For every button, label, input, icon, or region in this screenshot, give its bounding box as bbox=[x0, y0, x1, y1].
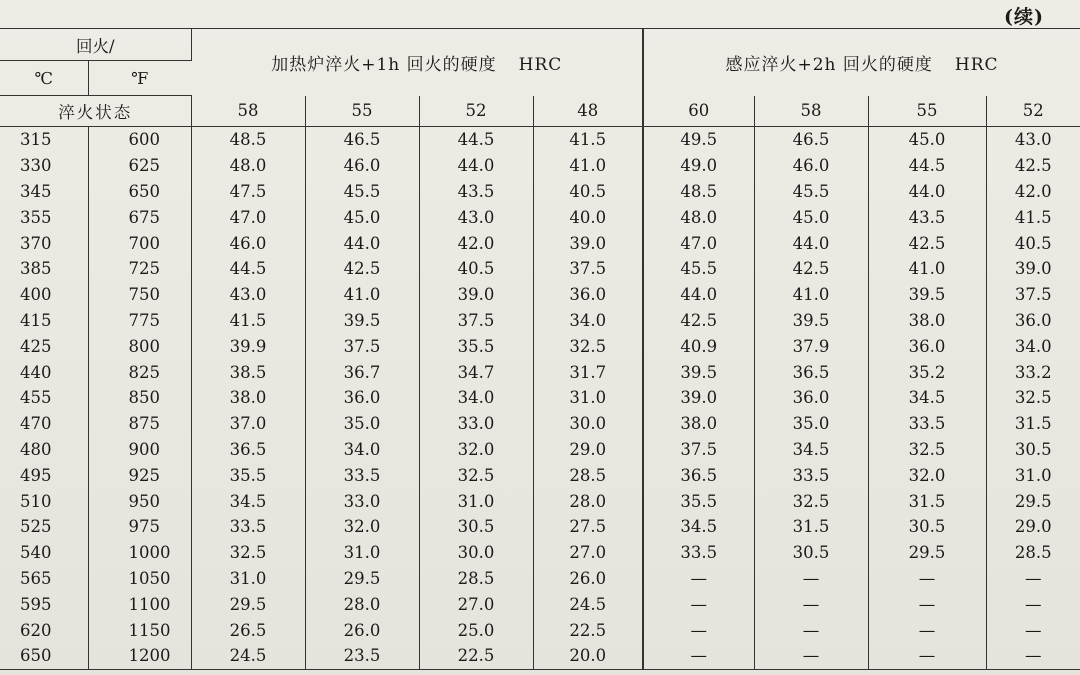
furnace-hardness-cell: 33.5 bbox=[305, 462, 419, 488]
furnace-hardness-cell: 36.5 bbox=[191, 437, 305, 463]
furnace-hardness-cell: 31.7 bbox=[533, 359, 643, 385]
furnace-hardness-cell: 37.0 bbox=[191, 411, 305, 437]
furnace-hardness-cell: 33.5 bbox=[191, 514, 305, 540]
quench-state-label: 淬火状态 bbox=[0, 96, 191, 127]
furnace-hardness-cell: 26.0 bbox=[533, 566, 643, 592]
furnace-hardness-cell: 39.0 bbox=[533, 230, 643, 256]
induction-group-title: 感应淬火+2h 回火的硬度 bbox=[725, 54, 933, 75]
induction-hardness-cell: 34.0 bbox=[1014, 336, 1052, 356]
furnace-hardness-cell: 32.5 bbox=[533, 333, 643, 359]
induction-hardness-cell: 48.0 bbox=[643, 204, 754, 230]
furnace-group-header bbox=[191, 29, 643, 96]
furnace-hardness-cell: 47.0 bbox=[191, 204, 305, 230]
furnace-hardness-cell: 34.7 bbox=[419, 359, 533, 385]
temp-fahrenheit-cell: 875 bbox=[88, 411, 191, 437]
induction-hardness-cell: 41.0 bbox=[754, 282, 868, 308]
furnace-hardness-cell: 47.5 bbox=[191, 179, 305, 205]
temp-fahrenheit-cell: 725 bbox=[88, 256, 191, 282]
table-row bbox=[0, 566, 1080, 592]
furnace-hardness-cell: 43.0 bbox=[419, 204, 533, 230]
furnace-hardness-cell: 44.0 bbox=[305, 230, 419, 256]
temp-fahrenheit-cell: 675 bbox=[88, 204, 191, 230]
furnace-hardness-cell: 30.0 bbox=[419, 540, 533, 566]
temp-fahrenheit-cell: 775 bbox=[88, 308, 191, 334]
unit-celsius: ℃ bbox=[0, 61, 88, 96]
temp-celsius-cell: 510 bbox=[0, 488, 88, 514]
induction-hardness-cell: 48.5 bbox=[643, 179, 754, 205]
induction-hardness-cell: — bbox=[868, 591, 986, 617]
induction-hardness-cell: 39.0 bbox=[643, 385, 754, 411]
temp-celsius-cell: 425 bbox=[0, 333, 88, 359]
hardness-table bbox=[0, 28, 1080, 670]
furnace-hardness-cell: 28.5 bbox=[533, 462, 643, 488]
furnace-hardness-cell: 23.5 bbox=[305, 643, 419, 669]
induction-hardness-cell: — bbox=[643, 591, 754, 617]
furnace-hardness-cell: 34.0 bbox=[305, 437, 419, 463]
induction-hardness-cell: 46.5 bbox=[754, 127, 868, 153]
table-row bbox=[0, 591, 1080, 617]
furnace-hardness-cell: 46.0 bbox=[305, 153, 419, 179]
furnace-hardness-cell: 28.0 bbox=[305, 591, 419, 617]
furnace-hardness-cell: 37.5 bbox=[533, 256, 643, 282]
temper-label: 回火/ bbox=[0, 29, 191, 61]
temp-celsius-cell: 330 bbox=[0, 153, 88, 179]
furnace-hardness-cell: 27.5 bbox=[533, 514, 643, 540]
table-row bbox=[0, 411, 1080, 437]
furnace-hardness-cell: 31.0 bbox=[191, 566, 305, 592]
induction-col-header: 52 bbox=[986, 96, 1080, 127]
induction-hardness-cell: 46.0 bbox=[754, 153, 868, 179]
induction-hardness-cell: 44.0 bbox=[868, 179, 986, 205]
temp-celsius-cell: 470 bbox=[0, 411, 88, 437]
induction-hardness-cell: 32.5 bbox=[868, 437, 986, 463]
furnace-hardness-cell: 41.0 bbox=[533, 153, 643, 179]
furnace-hardness-cell: 28.5 bbox=[419, 566, 533, 592]
induction-hardness-cell: 38.0 bbox=[868, 308, 986, 334]
temp-celsius-cell: 525 bbox=[0, 514, 88, 540]
furnace-hardness-cell: 43.5 bbox=[419, 179, 533, 205]
induction-hardness-cell: 32.0 bbox=[868, 462, 986, 488]
induction-hardness-cell: — bbox=[754, 591, 868, 617]
induction-hardness-cell: 39.0 bbox=[1014, 259, 1052, 279]
furnace-hardness-cell: 34.5 bbox=[191, 488, 305, 514]
furnace-hardness-cell: 32.0 bbox=[305, 514, 419, 540]
induction-hardness-cell: 30.5 bbox=[868, 514, 986, 540]
temp-fahrenheit-cell: 925 bbox=[88, 462, 191, 488]
induction-group-unit: HRC bbox=[954, 54, 999, 75]
furnace-hardness-cell: 43.0 bbox=[191, 282, 305, 308]
induction-hardness-cell: — bbox=[754, 643, 868, 669]
furnace-hardness-cell: 40.5 bbox=[419, 256, 533, 282]
furnace-hardness-cell: 28.0 bbox=[533, 488, 643, 514]
temp-celsius-cell: 355 bbox=[0, 204, 88, 230]
induction-hardness-cell: — bbox=[643, 643, 754, 669]
induction-hardness-cell: 30.5 bbox=[1014, 439, 1052, 459]
induction-hardness-cell: 37.5 bbox=[1014, 285, 1052, 305]
furnace-hardness-cell: 30.5 bbox=[419, 514, 533, 540]
temp-celsius-cell: 620 bbox=[0, 617, 88, 643]
induction-hardness-cell: 42.5 bbox=[754, 256, 868, 282]
furnace-group-title: 加热炉淬火+1h 回火的硬度 bbox=[271, 54, 497, 75]
furnace-hardness-cell: 34.0 bbox=[533, 308, 643, 334]
induction-hardness-cell: 34.5 bbox=[868, 385, 986, 411]
furnace-hardness-cell: 25.0 bbox=[419, 617, 533, 643]
furnace-hardness-cell: 45.0 bbox=[305, 204, 419, 230]
temp-celsius-cell: 345 bbox=[0, 179, 88, 205]
furnace-hardness-cell: 46.5 bbox=[305, 127, 419, 153]
table-row bbox=[0, 437, 1080, 463]
temp-fahrenheit-cell: 850 bbox=[88, 385, 191, 411]
furnace-col-header: 48 bbox=[533, 96, 643, 127]
temp-fahrenheit-cell: 700 bbox=[88, 230, 191, 256]
induction-hardness-cell: 39.5 bbox=[643, 359, 754, 385]
temp-fahrenheit-cell: 1100 bbox=[88, 591, 191, 617]
induction-hardness-cell: 31.5 bbox=[754, 514, 868, 540]
table-row bbox=[0, 127, 1080, 153]
furnace-hardness-cell: 29.0 bbox=[533, 437, 643, 463]
furnace-hardness-cell: 44.5 bbox=[419, 127, 533, 153]
induction-col-header: 60 bbox=[643, 96, 754, 127]
table-row bbox=[0, 333, 1080, 359]
furnace-hardness-cell: 38.5 bbox=[191, 359, 305, 385]
furnace-col-header: 58 bbox=[191, 96, 305, 127]
unit-fahrenheit: ℉ bbox=[131, 68, 149, 88]
furnace-hardness-cell: 38.0 bbox=[191, 385, 305, 411]
induction-col-header: 58 bbox=[754, 96, 868, 127]
table-row bbox=[0, 540, 1080, 566]
furnace-col-header: 52 bbox=[419, 96, 533, 127]
induction-hardness-cell: — bbox=[754, 617, 868, 643]
induction-hardness-cell: 44.5 bbox=[868, 153, 986, 179]
temp-fahrenheit-cell: 975 bbox=[88, 514, 191, 540]
furnace-hardness-cell: 35.5 bbox=[419, 333, 533, 359]
temp-fahrenheit-cell: 950 bbox=[88, 488, 191, 514]
induction-hardness-cell: 40.5 bbox=[1014, 233, 1052, 253]
induction-hardness-cell: — bbox=[1025, 568, 1042, 588]
induction-hardness-cell: 31.5 bbox=[868, 488, 986, 514]
furnace-hardness-cell: 34.0 bbox=[419, 385, 533, 411]
temp-fahrenheit-cell: 900 bbox=[88, 437, 191, 463]
furnace-hardness-cell: 42.0 bbox=[419, 230, 533, 256]
induction-hardness-cell: 45.0 bbox=[868, 127, 986, 153]
temp-celsius-cell: 400 bbox=[0, 282, 88, 308]
induction-hardness-cell: 43.5 bbox=[868, 204, 986, 230]
furnace-hardness-cell: 35.5 bbox=[191, 462, 305, 488]
temp-fahrenheit-cell: 800 bbox=[88, 333, 191, 359]
temp-fahrenheit-cell: 650 bbox=[88, 179, 191, 205]
induction-col-header: 55 bbox=[868, 96, 986, 127]
temp-celsius-cell: 370 bbox=[0, 230, 88, 256]
furnace-hardness-cell: 39.9 bbox=[191, 333, 305, 359]
furnace-hardness-cell: 36.0 bbox=[533, 282, 643, 308]
furnace-hardness-cell: 29.5 bbox=[305, 566, 419, 592]
furnace-hardness-cell: 26.5 bbox=[191, 617, 305, 643]
temp-celsius-cell: 565 bbox=[0, 566, 88, 592]
temp-celsius-cell: 455 bbox=[0, 385, 88, 411]
induction-hardness-cell: — bbox=[643, 566, 754, 592]
furnace-group-unit: HRC bbox=[518, 54, 563, 75]
table-row bbox=[0, 282, 1080, 308]
induction-hardness-cell: 39.5 bbox=[868, 282, 986, 308]
induction-hardness-cell: 30.5 bbox=[754, 540, 868, 566]
furnace-hardness-cell: 32.0 bbox=[419, 437, 533, 463]
induction-hardness-cell: 38.0 bbox=[643, 411, 754, 437]
furnace-hardness-cell: 41.0 bbox=[305, 282, 419, 308]
furnace-hardness-cell: 36.0 bbox=[305, 385, 419, 411]
temp-fahrenheit-cell: 600 bbox=[88, 127, 191, 153]
furnace-hardness-cell: 32.5 bbox=[419, 462, 533, 488]
furnace-hardness-cell: 41.5 bbox=[191, 308, 305, 334]
furnace-hardness-cell: 45.5 bbox=[305, 179, 419, 205]
continued-label: (续) bbox=[1004, 6, 1044, 28]
furnace-hardness-cell: 35.0 bbox=[305, 411, 419, 437]
furnace-hardness-cell: 48.0 bbox=[191, 153, 305, 179]
furnace-hardness-cell: 44.0 bbox=[419, 153, 533, 179]
furnace-hardness-cell: 24.5 bbox=[533, 591, 643, 617]
induction-hardness-cell: 35.0 bbox=[754, 411, 868, 437]
induction-hardness-cell: 35.5 bbox=[643, 488, 754, 514]
induction-hardness-cell: 42.0 bbox=[1014, 181, 1052, 201]
furnace-hardness-cell: 40.5 bbox=[533, 179, 643, 205]
furnace-hardness-cell: 31.0 bbox=[533, 385, 643, 411]
temp-fahrenheit-cell: 1150 bbox=[88, 617, 191, 643]
induction-hardness-cell: 36.0 bbox=[754, 385, 868, 411]
furnace-hardness-cell: 36.7 bbox=[305, 359, 419, 385]
induction-hardness-cell: 42.5 bbox=[643, 308, 754, 334]
furnace-hardness-cell: 37.5 bbox=[305, 333, 419, 359]
induction-hardness-cell: 36.5 bbox=[754, 359, 868, 385]
induction-hardness-cell: 40.9 bbox=[643, 333, 754, 359]
induction-hardness-cell: 37.5 bbox=[643, 437, 754, 463]
furnace-hardness-cell: 41.5 bbox=[533, 127, 643, 153]
furnace-hardness-cell: 33.0 bbox=[419, 411, 533, 437]
induction-hardness-cell: — bbox=[868, 643, 986, 669]
temp-celsius-cell: 650 bbox=[0, 643, 88, 669]
induction-hardness-cell: 45.0 bbox=[754, 204, 868, 230]
furnace-hardness-cell: 27.0 bbox=[419, 591, 533, 617]
induction-hardness-cell: 34.5 bbox=[754, 437, 868, 463]
induction-hardness-cell: 32.5 bbox=[1014, 388, 1052, 408]
furnace-hardness-cell: 40.0 bbox=[533, 204, 643, 230]
furnace-hardness-cell: 33.0 bbox=[305, 488, 419, 514]
induction-hardness-cell: 31.0 bbox=[1014, 465, 1052, 485]
temp-celsius-cell: 315 bbox=[0, 127, 88, 153]
induction-hardness-cell: 29.5 bbox=[868, 540, 986, 566]
furnace-hardness-cell: 26.0 bbox=[305, 617, 419, 643]
temp-fahrenheit-cell: 1050 bbox=[88, 566, 191, 592]
table-row bbox=[0, 179, 1080, 205]
induction-hardness-cell: — bbox=[1025, 594, 1042, 614]
table-row bbox=[0, 359, 1080, 385]
furnace-hardness-cell: 48.5 bbox=[191, 127, 305, 153]
induction-hardness-cell: 42.5 bbox=[1014, 156, 1052, 176]
temp-celsius-cell: 540 bbox=[0, 540, 88, 566]
induction-hardness-cell: 47.0 bbox=[643, 230, 754, 256]
induction-hardness-cell: — bbox=[1025, 620, 1042, 640]
induction-hardness-cell: — bbox=[643, 617, 754, 643]
table-row bbox=[0, 462, 1080, 488]
induction-hardness-cell: 31.5 bbox=[1014, 414, 1052, 434]
temp-celsius-cell: 595 bbox=[0, 591, 88, 617]
furnace-hardness-cell: 37.5 bbox=[419, 308, 533, 334]
table-row bbox=[0, 230, 1080, 256]
table-row bbox=[0, 204, 1080, 230]
furnace-hardness-cell: 39.0 bbox=[419, 282, 533, 308]
induction-hardness-cell: 36.5 bbox=[643, 462, 754, 488]
induction-hardness-cell: 33.5 bbox=[754, 462, 868, 488]
induction-hardness-cell: 35.2 bbox=[868, 359, 986, 385]
temp-fahrenheit-cell: 825 bbox=[88, 359, 191, 385]
induction-group-header bbox=[643, 29, 1080, 96]
table-row bbox=[0, 488, 1080, 514]
induction-hardness-cell: 41.5 bbox=[1014, 207, 1052, 227]
induction-hardness-cell: — bbox=[868, 566, 986, 592]
table-row bbox=[0, 385, 1080, 411]
induction-hardness-cell: — bbox=[868, 617, 986, 643]
induction-hardness-cell: 45.5 bbox=[643, 256, 754, 282]
table-row bbox=[0, 308, 1080, 334]
induction-hardness-cell: 36.0 bbox=[1014, 310, 1052, 330]
temp-celsius-cell: 385 bbox=[0, 256, 88, 282]
induction-hardness-cell: 49.5 bbox=[643, 127, 754, 153]
induction-hardness-cell: 44.0 bbox=[643, 282, 754, 308]
furnace-hardness-cell: 32.5 bbox=[191, 540, 305, 566]
induction-hardness-cell: 33.2 bbox=[1014, 362, 1052, 382]
induction-hardness-cell: 39.5 bbox=[754, 308, 868, 334]
furnace-hardness-cell: 31.0 bbox=[305, 540, 419, 566]
table-row bbox=[0, 643, 1080, 669]
induction-hardness-cell: 37.9 bbox=[754, 333, 868, 359]
induction-hardness-cell: 33.5 bbox=[868, 411, 986, 437]
table-row bbox=[0, 256, 1080, 282]
induction-hardness-cell: 49.0 bbox=[643, 153, 754, 179]
induction-hardness-cell: 32.5 bbox=[754, 488, 868, 514]
induction-hardness-cell: 45.5 bbox=[754, 179, 868, 205]
induction-hardness-cell: 28.5 bbox=[1014, 543, 1052, 563]
temp-celsius-cell: 495 bbox=[0, 462, 88, 488]
temp-celsius-cell: 415 bbox=[0, 308, 88, 334]
table-row bbox=[0, 514, 1080, 540]
induction-hardness-cell: 42.5 bbox=[868, 230, 986, 256]
furnace-hardness-cell: 24.5 bbox=[191, 643, 305, 669]
furnace-hardness-cell: 44.5 bbox=[191, 256, 305, 282]
induction-hardness-cell: 34.5 bbox=[643, 514, 754, 540]
induction-hardness-cell: 44.0 bbox=[754, 230, 868, 256]
induction-hardness-cell: 43.0 bbox=[1014, 130, 1052, 150]
furnace-hardness-cell: 30.0 bbox=[533, 411, 643, 437]
induction-hardness-cell: — bbox=[754, 566, 868, 592]
furnace-hardness-cell: 31.0 bbox=[419, 488, 533, 514]
furnace-hardness-cell: 39.5 bbox=[305, 308, 419, 334]
induction-hardness-cell: — bbox=[986, 643, 1080, 669]
furnace-hardness-cell: 46.0 bbox=[191, 230, 305, 256]
furnace-hardness-cell: 27.0 bbox=[533, 540, 643, 566]
induction-hardness-cell: 33.5 bbox=[643, 540, 754, 566]
furnace-col-header: 55 bbox=[305, 96, 419, 127]
table-row bbox=[0, 153, 1080, 179]
furnace-hardness-cell: 42.5 bbox=[305, 256, 419, 282]
temp-fahrenheit-cell: 750 bbox=[88, 282, 191, 308]
table-body bbox=[0, 127, 1080, 670]
temp-celsius-cell: 440 bbox=[0, 359, 88, 385]
temp-celsius-cell: 480 bbox=[0, 437, 88, 463]
induction-hardness-cell: 29.0 bbox=[1014, 517, 1052, 537]
furnace-hardness-cell: 22.5 bbox=[419, 643, 533, 669]
furnace-hardness-cell: 22.5 bbox=[533, 617, 643, 643]
temp-fahrenheit-cell: 1000 bbox=[88, 540, 191, 566]
table-row bbox=[0, 617, 1080, 643]
induction-hardness-cell: 36.0 bbox=[868, 333, 986, 359]
induction-hardness-cell: 29.5 bbox=[1014, 491, 1052, 511]
induction-hardness-cell: 41.0 bbox=[868, 256, 986, 282]
furnace-hardness-cell: 20.0 bbox=[533, 643, 643, 669]
furnace-hardness-cell: 29.5 bbox=[191, 591, 305, 617]
temp-fahrenheit-cell: 625 bbox=[88, 153, 191, 179]
temp-fahrenheit-cell: 1200 bbox=[88, 643, 191, 669]
